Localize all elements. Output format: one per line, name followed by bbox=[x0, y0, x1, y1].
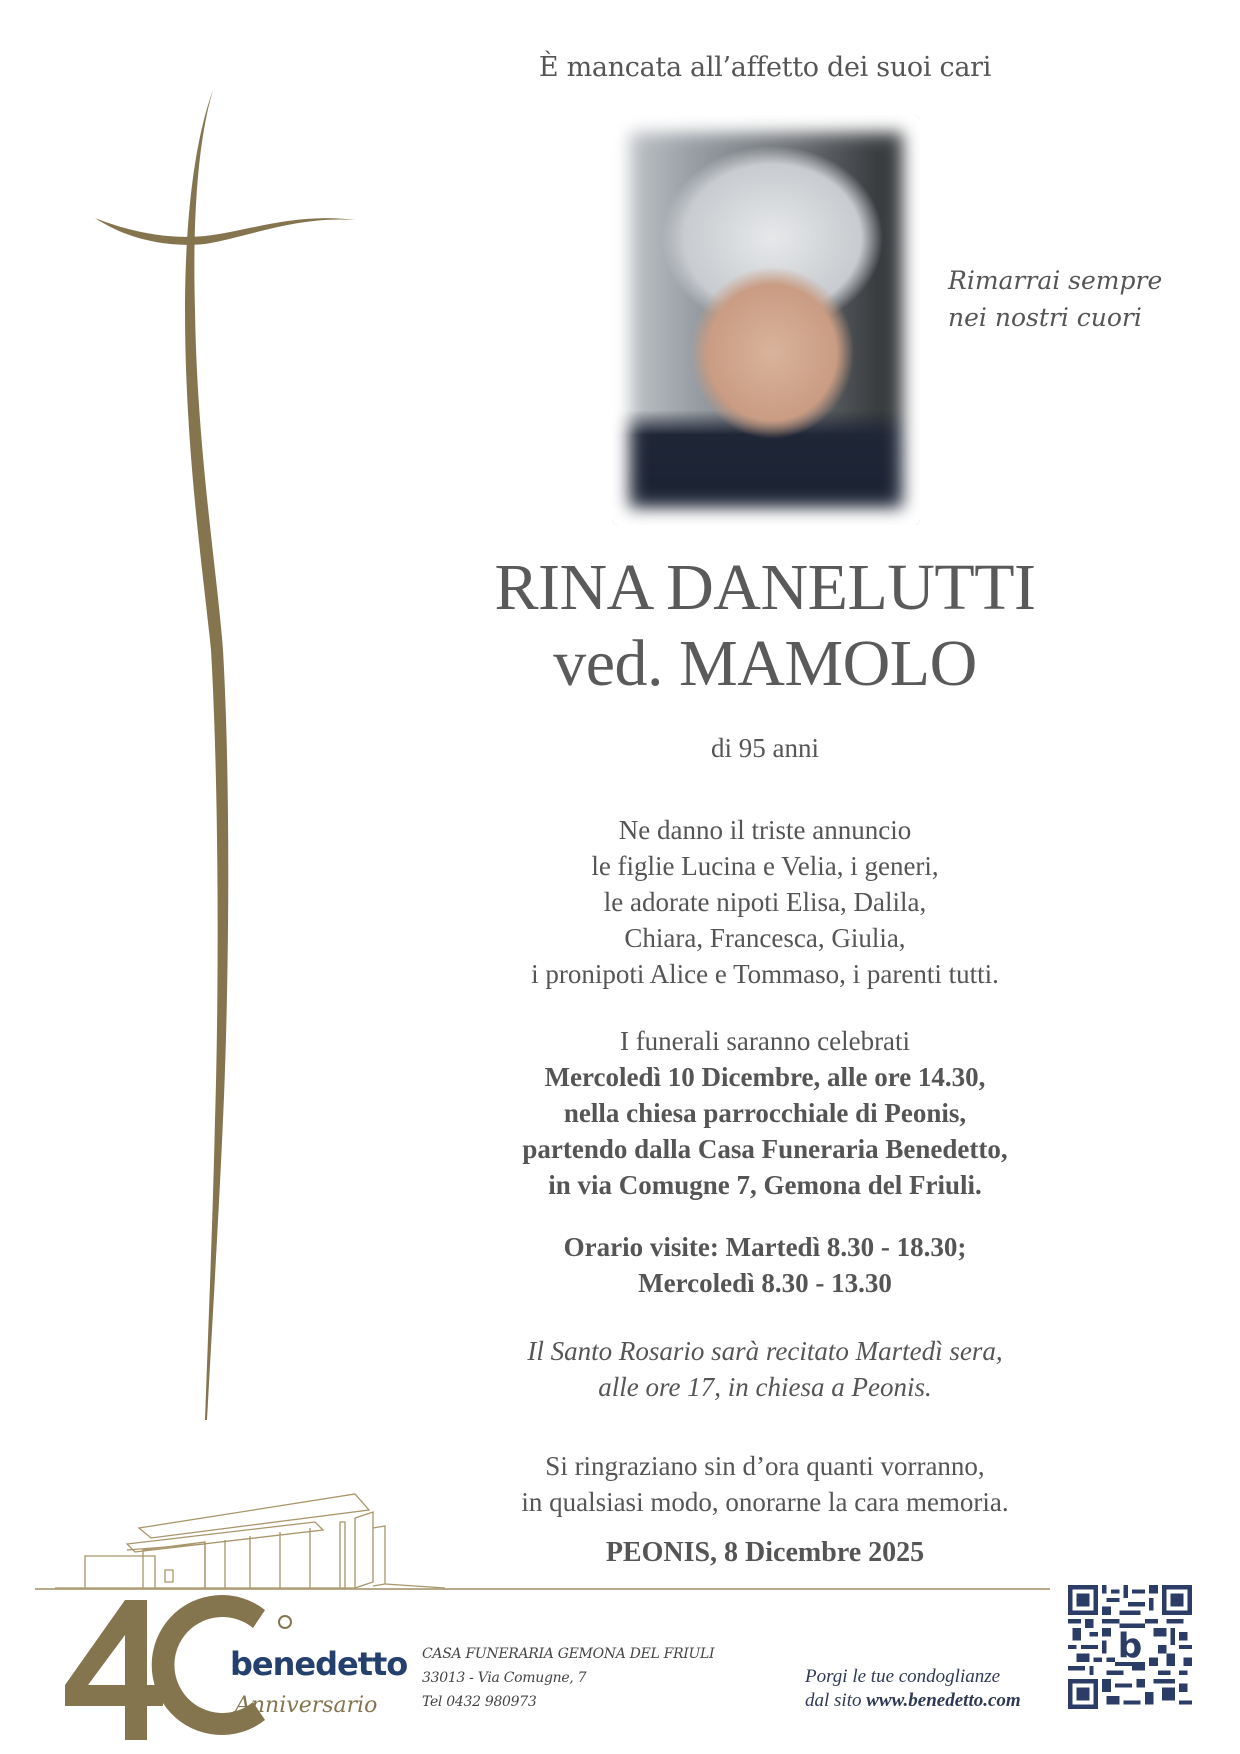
rosary-line: alle ore 17, in chiesa a Peonis. bbox=[598, 1372, 932, 1402]
funeral-detail-line: in via Comugne 7, Gemona del Friuli. bbox=[548, 1170, 982, 1200]
condolences-text bbox=[805, 1665, 1021, 1713]
company-phone: Tel 0432 980973 bbox=[422, 1694, 537, 1710]
funeral-detail-line: Mercoledì 10 Dicembre, alle ore 14.30, bbox=[544, 1062, 986, 1092]
qr-code-icon[interactable] bbox=[1068, 1585, 1192, 1709]
company-info bbox=[422, 1642, 714, 1714]
announcement-line: Chiara, Francesca, Giulia, bbox=[624, 923, 906, 953]
photo-alt bbox=[612, 497, 920, 511]
thanks-line: in qualsiasi modo, onorarne la cara memoria. bbox=[521, 1487, 1009, 1517]
thanks-line: Si ringraziano sin d’ora quanti vorranno, bbox=[545, 1451, 985, 1481]
company-name: CASA FUNERARIA GEMONA DEL FRIULI bbox=[422, 1646, 715, 1662]
visiting-hours bbox=[440, 1229, 1090, 1301]
place-date: PEONIS, 8 Dicembre 2025 bbox=[605, 1537, 925, 1568]
anniversary-label: Anniversario bbox=[235, 1693, 378, 1718]
thanks-block bbox=[440, 1448, 1090, 1520]
building-outline-icon bbox=[55, 1494, 445, 1588]
memorial-quote bbox=[948, 262, 1162, 336]
company-address: 33013 - Via Comugne, 7 bbox=[422, 1670, 587, 1686]
condolences-prefix: dal sito bbox=[805, 1690, 867, 1711]
portrait-photo bbox=[612, 115, 920, 525]
announcement-line: le figlie Lucina e Velia, i generi, bbox=[591, 851, 939, 881]
visits-line: Orario visite: Martedì 8.30 - 18.30; bbox=[563, 1232, 967, 1262]
condolences-line-1: Porgi le tue condoglianze bbox=[805, 1666, 1001, 1687]
qr-center-logo: b bbox=[1117, 1626, 1143, 1667]
condolences-line-2 bbox=[805, 1689, 1021, 1713]
funeral-detail-line: nella chiesa parrocchiale di Peonis, bbox=[563, 1098, 967, 1128]
photo-vignette bbox=[612, 115, 920, 525]
rosary-notice bbox=[440, 1333, 1090, 1405]
quote-line-1: Rimarrai sempre bbox=[948, 266, 1163, 295]
announcement-line: le adorate nipoti Elisa, Dalila, bbox=[603, 887, 927, 917]
cross-icon bbox=[95, 90, 355, 1420]
name-line-1: RINA DANELUTTI bbox=[494, 551, 1036, 624]
deceased-name bbox=[440, 550, 1090, 702]
rosary-line: Il Santo Rosario sarà recitato Martedì sera, bbox=[527, 1336, 1003, 1366]
website-link[interactable]: www.benedetto.com bbox=[866, 1690, 1021, 1711]
announcement-line: i pronipoti Alice e Tommaso, i parenti tutti. bbox=[531, 959, 999, 989]
name-line-2: ved. MAMOLO bbox=[553, 627, 977, 700]
age-text: di 95 anni bbox=[711, 733, 819, 763]
announcement-line: Ne danno il triste annuncio bbox=[618, 815, 912, 845]
funeral-intro: I funerali saranno celebrati bbox=[619, 1026, 911, 1056]
funeral-block bbox=[440, 1023, 1090, 1203]
benedetto-40-logo bbox=[55, 1470, 445, 1740]
quote-line-2: nei nostri cuori bbox=[948, 303, 1142, 332]
brand-wordmark: benedetto bbox=[230, 1645, 408, 1683]
intro-text: È mancata all’affetto dei suoi cari bbox=[538, 52, 992, 83]
announcement-block bbox=[440, 812, 1090, 992]
funeral-detail-line: partendo dalla Casa Funeraria Benedetto, bbox=[522, 1134, 1008, 1164]
visits-line: Mercoledì 8.30 - 13.30 bbox=[638, 1268, 892, 1298]
